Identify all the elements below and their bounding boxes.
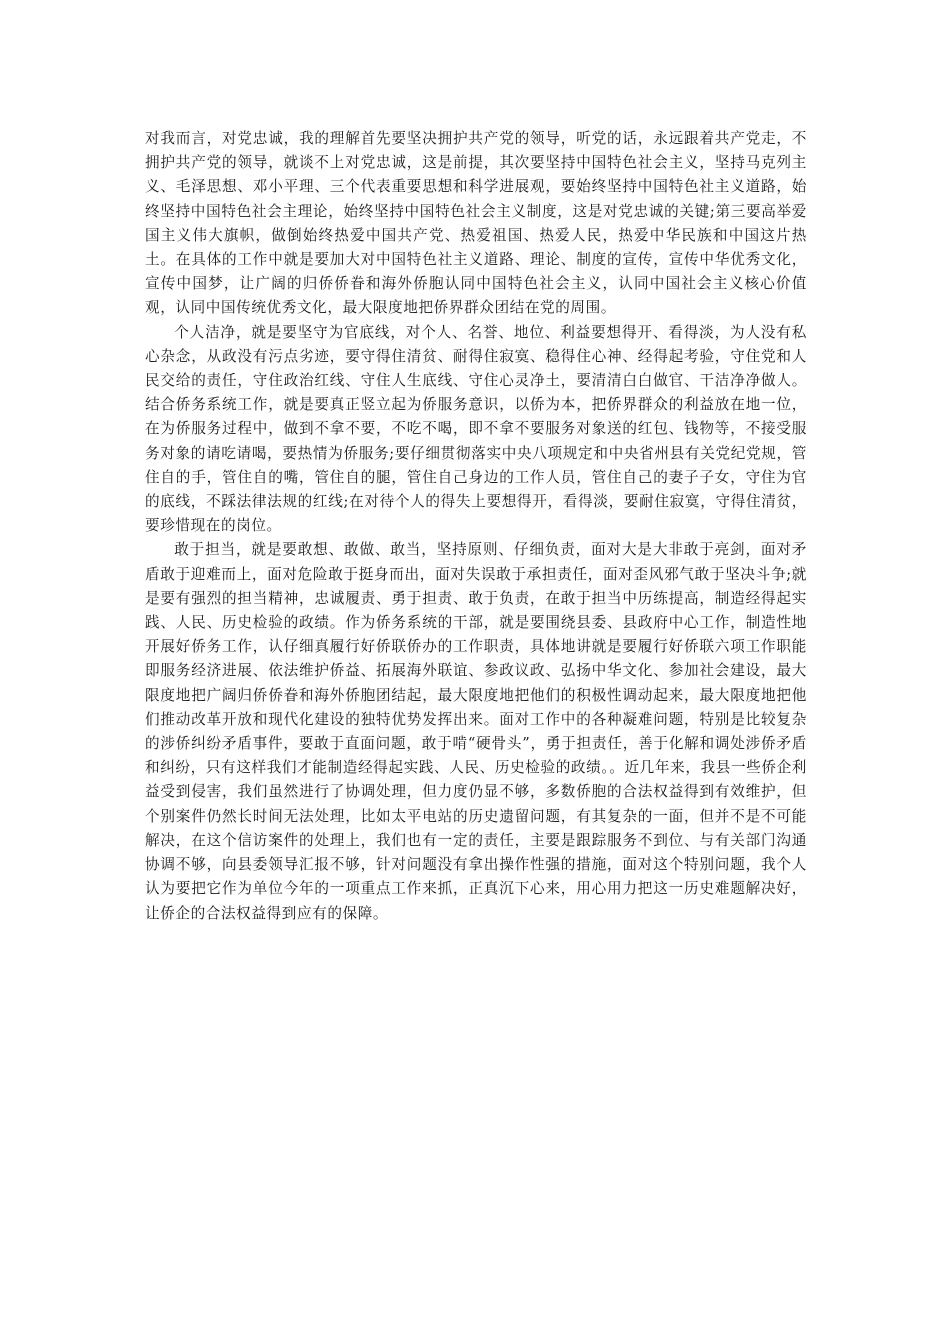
paragraph-responsibility: 敢于担当，就是要敢想、敢做、敢当，坚持原则、仔细负责，面对大是大非敢于亮剑，面对矛盾敢于迎难而上，面对危险敢于挺身而出，面对失误敢于承担责任，面对歪风邪气敢于坚决斗争;就是要有强烈的担当精神，忠诚履责、勇于担责、敢于负责，在敢于担当中历练提高，制造经得起实践、人民、历史检验的政绩。作为侨务系统的干部，就是要围绕县委、县政府中心工作，制造性地开展好侨务工作，认仔细真履行好侨联侨办的工作职责，具体地讲就是要履行好侨联六项工作职能即服务经济进展、依法维护侨益、拓展海外联谊、参政议政、弘扬中华文化、参加社会建设，最大限度地把广阔归侨侨眷和海外侨胞团结起，最大限度地把他们的积极性调动起来，最大限度地把他们推动改革开放和现代化建设的独特优势发挥出来。面对工作中的各种凝难问题，特别是比较复杂的涉侨纠纷矛盾事件，要敢于直面问题，敢于啃“硬骨头”，勇于担责任，善于化解和调处涉侨矛盾和纠纷，只有这样我们才能制造经得起实践、人民、历史检验的政绩。。近几年来，我县一些侨企利益受到侵害，我们虽然进行了协调处理，但力度仍显不够，多数侨胞的合法权益得到有效维护，但个别案件仍然长时间无法处理，比如太平电站的历史遗留问题，有其复杂的一面，但并不是不可能解决，在这个信访案件的处理上，我们也有一定的责任，主要是跟踪服务不到位、与有关部门沟通协调不够，向县委领导汇报不够，针对问题没有拿出操作性强的措施，面对这个特别问题，我个人认为要把它作为单位今年的一项重点工作来抓，正真沉下心来，用心用力把这一历史难题解决好，让侨企的合法权益得到应有的保障。 [145, 541, 807, 922]
document-page [145, 127, 807, 926]
paragraph-loyalty: 对我而言，对党忠诚，我的理解首先要坚决拥护共产党的领导，听党的话，永远跟着共产党走，不拥护共产党的领导，就谈不上对党忠诚，这是前提，其次要坚持中国特色社会主义，坚持马克列主义、毛泽思想、邓小平理、三个代表重要思想和科学进展观，要始终坚持中国特色社主义道路，始终坚持中国特色社会主理论，始终坚持中国特色社会主义制度，这是对党忠诚的关键;第三要高举爱国主义伟大旗帜，做倒始终热爱中国共产党、热爱祖国、热爱人民，热爱中华民族和中国这片热土。在具体的工作中就是要加大对中国特色社主义道路、理论、制度的宣传，宣传中华优秀文化，宣传中国梦，让广阔的归侨侨眷和海外侨胞认同中国特色社会主义，认同中国社会主义核心价值观，认同中国传统优秀文化，最大限度地把侨界群众团结在党的周围。 [145, 130, 807, 317]
paragraph-integrity: 个人洁净，就是要坚守为官底线，对个人、名誉、地位、利益要想得开、看得淡，为人没有私心杂念，从政没有污点劣迹，要守得住清贫、耐得住寂寞、稳得住心神、经得起考验，守住党和人民交给的责任，守住政治红线、守住人生底线、守住心灵净土，要清清白白做官、干洁净净做人。结合侨务系统工作，就是要真正竖立起为侨服务意识，以侨为本，把侨界群众的利益放在地一位，在为侨服务过程中，做到不拿不要，不吃不喝，即不拿不要服务对象送的红包、钱物等，不接受服务对象的请吃请喝，要热情为侨服务;要仔细贯彻落实中央八项规定和中央省州县有关党纪党规，管住自的手，管住自的嘴，管住自的腿，管住自己身边的工作人员，管住自己的妻子子女，守住为官的底线，不踩法律法规的红线;在对待个人的得失上要想得开，看得淡，要耐住寂寞，守得住清贫，要珍惜现在的岗位。 [145, 323, 807, 535]
